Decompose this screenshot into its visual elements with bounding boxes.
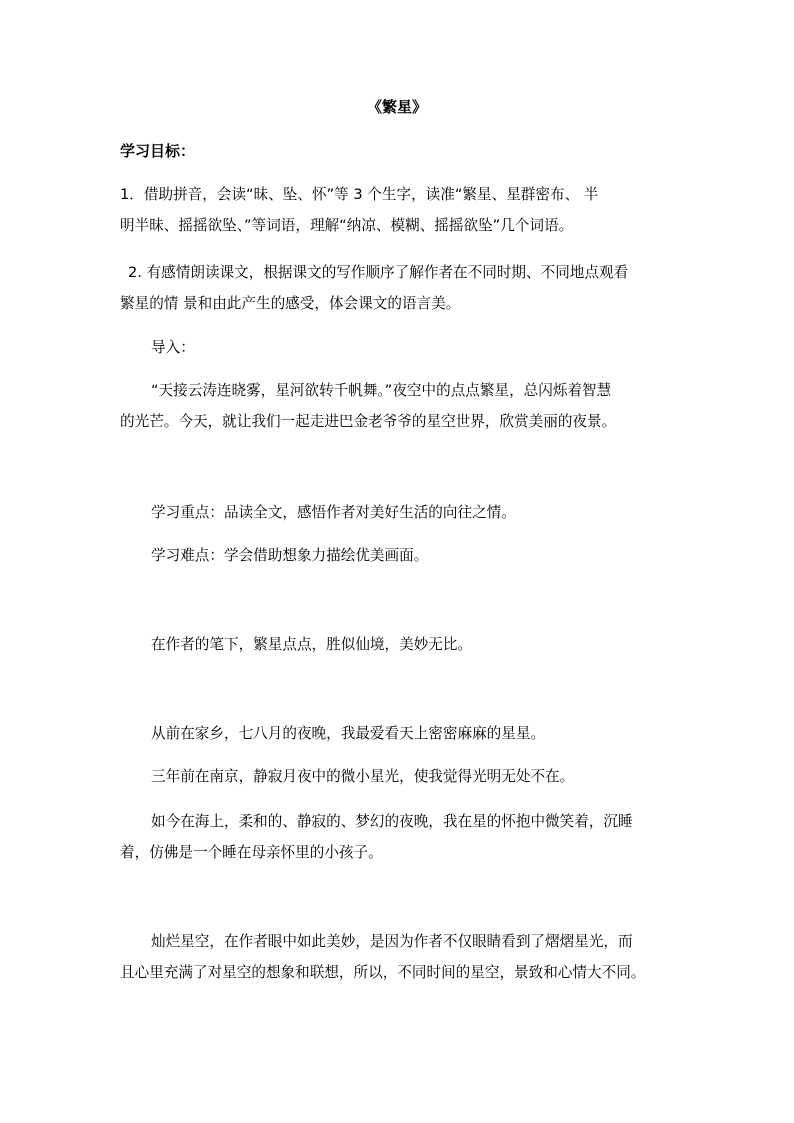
intro-label: 导入：	[151, 339, 195, 356]
objectives-heading: 学习目标：	[120, 142, 196, 160]
key-point: 学习重点：品读全文，感悟作者对美好生活的向往之情。	[151, 504, 516, 521]
objective-1-line-1: 1．借助拼音，会读“昧、坠、怀”等 3 个生字，读准“繁星、星群密布、 半	[120, 186, 599, 203]
objective-2-line-2: 繁星的情 景和由此产生的感受，体会课文的语言美。	[120, 295, 461, 312]
body-paragraph-4-line-1: 如今在海上，柔和的、静寂的、梦幻的夜晚，我在星的怀抱中微笑着，沉睡	[151, 813, 633, 830]
body-paragraph-2: 从前在家乡，七八月的夜晚，我最爱看天上密密麻麻的星星。	[151, 725, 546, 742]
body-paragraph-5-line-2: 且心里充满了对星空的想象和联想，所以，不同时间的星空，景致和心情大不同。	[120, 964, 646, 981]
intro-line-2: 的光芒。今天，就让我们一起走进巴金老爷爷的星空世界，欣赏美丽的夜景。	[120, 413, 617, 430]
body-paragraph-3: 三年前在南京，静寂月夜中的微小星光，使我觉得光明无处不在。	[151, 768, 575, 785]
body-paragraph-1: 在作者的笔下，繁星点点，胜似仙境，美妙无比。	[151, 636, 473, 653]
objective-1-line-2: 明半昧、摇摇欲坠、”等词语，理解“纳凉、模糊、摇摇欲坠”几个词语。	[120, 217, 574, 234]
body-paragraph-5-line-1: 灿烂星空，在作者眼中如此美妙，是因为作者不仅眼睛看到了熠熠星光，而	[151, 933, 633, 950]
difficulty-point: 学习难点：学会借助想象力描绘优美画面。	[151, 547, 429, 564]
objective-2-line-1: 2. 有感情朗读课文，根据课文的写作顺序了解作者在不同时期、不同地点观看	[128, 264, 629, 281]
body-paragraph-4-line-2: 着，仿佛是一个睡在母亲怀里的小孩子。	[120, 844, 383, 861]
page-title: 《繁星》	[366, 98, 427, 116]
intro-line-1: “天接云涛连晓雾，星河欲转千帆舞。”夜空中的点点繁星，总闪烁着智慧	[151, 382, 612, 399]
